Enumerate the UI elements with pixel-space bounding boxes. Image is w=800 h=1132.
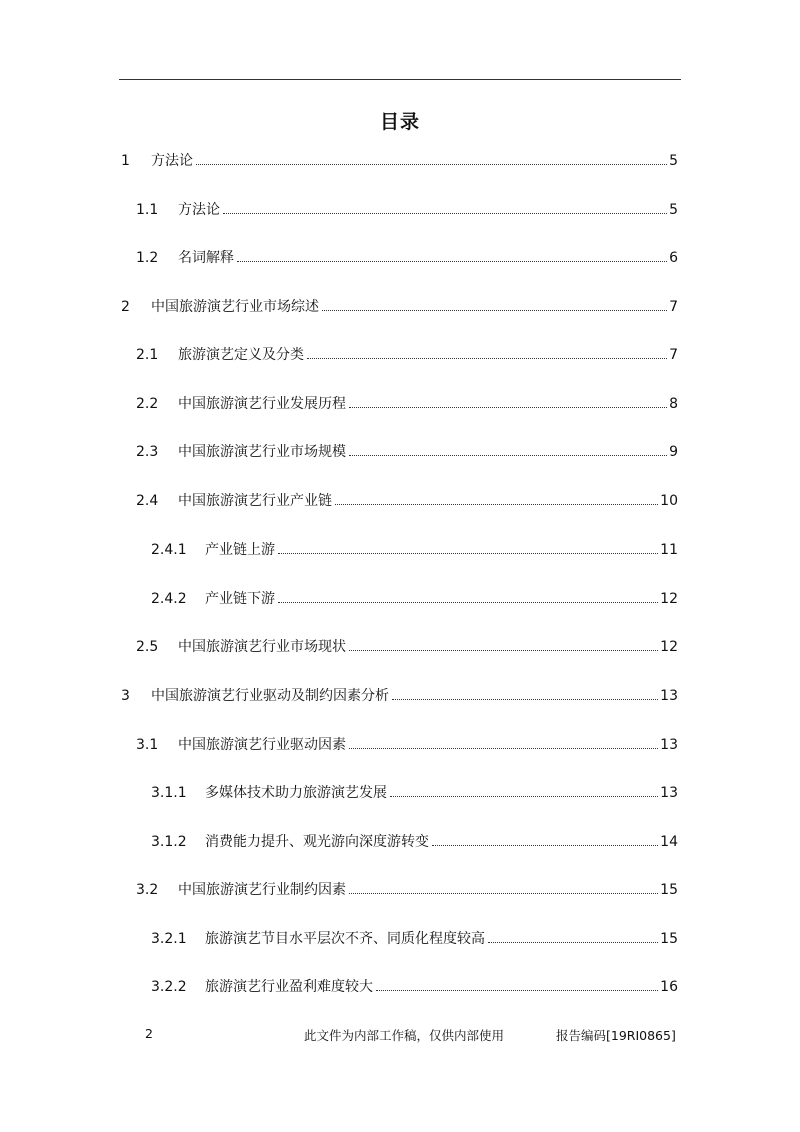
toc-entry-page: 13	[660, 688, 678, 704]
footer-page-number: 2	[145, 1026, 153, 1041]
toc-entry[interactable]	[136, 248, 678, 268]
toc-entry-title: 中国旅游演艺行业市场现状	[178, 639, 346, 655]
toc-entry-page: 15	[660, 882, 678, 898]
toc-entry-number: 2	[121, 299, 130, 315]
toc-entry[interactable]	[136, 735, 678, 755]
toc-entry-page: 9	[669, 444, 678, 460]
toc-entry-number: 3.2.2	[151, 979, 187, 995]
toc-entry-number: 2.5	[136, 639, 159, 655]
toc-title: 目录	[379, 111, 420, 133]
toc-dot-leader	[392, 699, 658, 700]
toc-entry-number: 1.2	[136, 250, 159, 266]
toc-entry-number: 2.4.1	[151, 542, 187, 558]
toc-entry-page: 13	[660, 737, 678, 753]
toc-dot-leader	[349, 893, 658, 894]
toc-entry-number: 3.1.2	[151, 834, 187, 850]
toc-dot-leader	[196, 164, 667, 165]
toc-dot-leader	[223, 213, 667, 214]
toc-entry-title: 中国旅游演艺行业市场规模	[178, 444, 346, 460]
toc-entry-number: 3	[121, 688, 130, 704]
toc-entry-title: 方法论	[151, 153, 193, 169]
toc-entry-page: 5	[669, 153, 678, 169]
toc-entry[interactable]	[136, 345, 678, 365]
toc-entry[interactable]	[136, 442, 678, 462]
toc-dot-leader	[278, 553, 658, 554]
toc-entry-page: 12	[660, 591, 678, 607]
toc-entry-page: 13	[660, 785, 678, 801]
toc-entry[interactable]	[121, 151, 678, 171]
toc-entry-number: 3.2.1	[151, 931, 187, 947]
toc-entry[interactable]	[151, 977, 678, 997]
toc-entry-number: 1	[121, 153, 130, 169]
toc-dot-leader	[278, 602, 658, 603]
toc-dot-leader	[322, 310, 667, 311]
toc-entry-title: 多媒体技术助力旅游演艺发展	[205, 785, 387, 801]
toc-entry[interactable]	[136, 394, 678, 414]
toc-entry[interactable]	[151, 589, 678, 609]
toc-entry-number: 2.2	[136, 396, 159, 412]
footer-report-code: 报告编码[19RI0865]	[556, 1028, 676, 1043]
toc-entry-page: 5	[669, 202, 678, 218]
toc-dot-leader	[349, 748, 658, 749]
toc-dot-leader	[335, 504, 658, 505]
toc-entry-title: 中国旅游演艺行业市场综述	[151, 299, 319, 315]
toc-entry-title: 产业链下游	[205, 591, 275, 607]
toc-entry-title: 方法论	[178, 202, 220, 218]
toc-entry-title: 中国旅游演艺行业驱动及制约因素分析	[151, 688, 389, 704]
toc-entry-number: 2.4.2	[151, 591, 187, 607]
toc-entry-page: 14	[660, 834, 678, 850]
toc-entry-title: 中国旅游演艺行业发展历程	[178, 396, 346, 412]
toc-entry[interactable]	[121, 297, 678, 317]
toc-entry-number: 2.1	[136, 347, 159, 363]
toc-entry-number: 3.2	[136, 882, 159, 898]
toc-dot-leader	[349, 407, 667, 408]
toc-entry-title: 旅游演艺节目水平层次不齐、同质化程度较高	[205, 931, 485, 947]
toc-entry-title: 旅游演艺行业盈利难度较大	[205, 979, 373, 995]
toc-entry-title: 产业链上游	[205, 542, 275, 558]
toc-dot-leader	[349, 455, 667, 456]
toc-dot-leader	[349, 650, 658, 651]
toc-entry-page: 8	[669, 396, 678, 412]
toc-entry-page: 10	[660, 493, 678, 509]
toc-entry[interactable]	[151, 929, 678, 949]
toc-entry-page: 7	[669, 347, 678, 363]
toc-entry[interactable]	[151, 832, 678, 852]
toc-entry-page: 7	[669, 299, 678, 315]
toc-entry-title: 名词解释	[178, 250, 234, 266]
toc-dot-leader	[237, 261, 667, 262]
toc-entry-title: 中国旅游演艺行业产业链	[178, 493, 332, 509]
toc-entry-page: 11	[660, 542, 678, 558]
toc-entry-page: 16	[660, 979, 678, 995]
toc-entry-title: 消费能力提升、观光游向深度游转变	[205, 834, 429, 850]
toc-entry-title: 中国旅游演艺行业驱动因素	[178, 737, 346, 753]
footer-confidential-note: 此文件为内部工作稿，仅供内部使用	[304, 1028, 505, 1043]
toc-entry-number: 1.1	[136, 202, 159, 218]
toc-dot-leader	[376, 990, 658, 991]
toc-dot-leader	[488, 942, 658, 943]
toc-entry-title: 旅游演艺定义及分类	[178, 347, 304, 363]
toc-entry-number: 2.3	[136, 444, 159, 460]
toc-dot-leader	[432, 845, 658, 846]
toc-entry[interactable]	[151, 783, 678, 803]
toc-entry-number: 2.4	[136, 493, 159, 509]
toc-entry-page: 12	[660, 639, 678, 655]
toc-entry[interactable]	[136, 637, 678, 657]
toc-entry-number: 3.1.1	[151, 785, 187, 801]
toc-dot-leader	[307, 358, 667, 359]
toc-entry[interactable]	[121, 686, 678, 706]
toc-entry[interactable]	[136, 200, 678, 220]
toc-entry-page: 15	[660, 931, 678, 947]
toc-entry[interactable]	[136, 491, 678, 511]
toc-entry[interactable]	[151, 540, 678, 560]
toc-entry-number: 3.1	[136, 737, 159, 753]
toc-entry-title: 中国旅游演艺行业制约因素	[178, 882, 346, 898]
page-footer	[0, 1026, 800, 1046]
toc-entry[interactable]	[136, 880, 678, 900]
toc-dot-leader	[390, 796, 658, 797]
toc-entry-page: 6	[669, 250, 678, 266]
